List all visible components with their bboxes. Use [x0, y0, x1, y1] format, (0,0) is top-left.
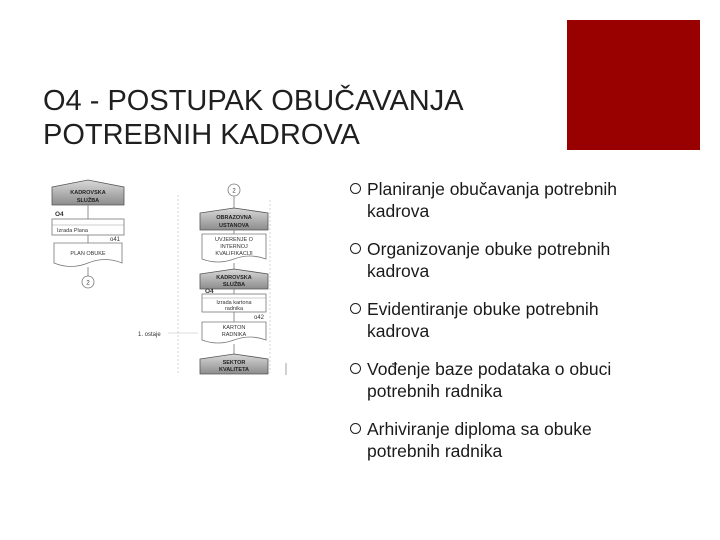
bullet-line-2: potrebnih radnika	[367, 441, 503, 461]
right-document-uvjerenje	[202, 234, 266, 262]
left-record-code: o41	[110, 237, 121, 243]
left-actor-line1: KADROVSKA	[70, 190, 106, 196]
bullet-line-1: Organizovanje obuke potrebnih	[367, 239, 611, 259]
right-actor-obrazovna	[200, 208, 268, 230]
right-connector-top-label: 2	[232, 188, 236, 195]
bullet-item	[350, 298, 710, 342]
bullet-line-1: Evidentiranje obuke potrebnih	[367, 299, 599, 319]
right-doc2-line2: RADNIKA	[221, 332, 247, 338]
slide-title	[43, 84, 563, 152]
right-actor3-line1: SEKTOR	[222, 360, 246, 366]
right-document-karton	[202, 322, 266, 343]
right-actor1-line1: OBRAZOVNA	[216, 215, 252, 221]
right-doc1-line3: KVALIFIKACIJI	[215, 251, 253, 257]
left-step-code: O4	[55, 211, 64, 218]
bullet-list	[350, 178, 710, 478]
bullet-line-2: kadrova	[367, 321, 430, 341]
left-connector-bottom	[82, 276, 94, 288]
right-doc2-line1: KARTON	[222, 325, 246, 331]
bullet-line-2: kadrova	[367, 201, 430, 221]
right-actor2-line1: KADROVSKA	[216, 275, 252, 281]
bullet-ring-icon	[350, 303, 361, 314]
left-document-plan-obuke	[54, 243, 122, 267]
right-actor3-line2: KVALITETA	[218, 367, 250, 373]
bullet-ring-icon	[350, 423, 361, 434]
bullet-line-2: potrebnih radnika	[367, 381, 503, 401]
right-step-line2: radnika	[224, 306, 244, 312]
left-actor-kadrovska	[52, 180, 124, 205]
left-actor-line2: SLUŽBA	[76, 198, 100, 204]
left-connector-bottom-label: 2	[86, 280, 90, 287]
flowchart	[38, 175, 298, 385]
bullet-line-1: Arhiviranje diploma sa obuke	[367, 419, 592, 439]
right-record-code: o42	[254, 315, 265, 321]
right-actor2-line2: SLUŽBA	[222, 282, 246, 288]
bullet-item	[350, 178, 710, 222]
right-actor-sektor	[200, 354, 268, 374]
bullet-ring-icon	[350, 243, 361, 254]
left-step-label: Izrada Plana	[57, 228, 88, 234]
left-document-label: PLAN OBUKE	[70, 251, 106, 257]
bullet-item	[350, 238, 710, 282]
right-connector-top	[228, 184, 240, 196]
bullet-item	[350, 358, 710, 402]
title-line-2: POTREBNIH KADROVA	[43, 119, 360, 151]
right-step-line1: Izrada kartona	[216, 300, 252, 306]
right-doc1-line1: UVJERENJE O	[215, 237, 253, 243]
bullet-item	[350, 418, 710, 462]
title-line-1: O4 - POSTUPAK OBUČAVANJA	[43, 85, 464, 117]
left-side-note: 1. ostaje	[138, 332, 161, 338]
right-actor-kadrovska	[200, 269, 268, 289]
bullet-line-1: Planiranje obučavanja potrebnih	[367, 179, 618, 199]
right-doc1-line2: INTERNOJ	[220, 244, 248, 250]
bullet-ring-icon	[350, 183, 361, 194]
bullet-line-1: Vođenje baze podataka o obuci	[367, 359, 612, 379]
right-step-code: O4	[205, 288, 214, 295]
accent-box	[567, 20, 700, 150]
right-actor1-line2: USTANOVA	[218, 223, 250, 229]
bullet-line-2: kadrova	[367, 261, 430, 281]
bullet-ring-icon	[350, 363, 361, 374]
